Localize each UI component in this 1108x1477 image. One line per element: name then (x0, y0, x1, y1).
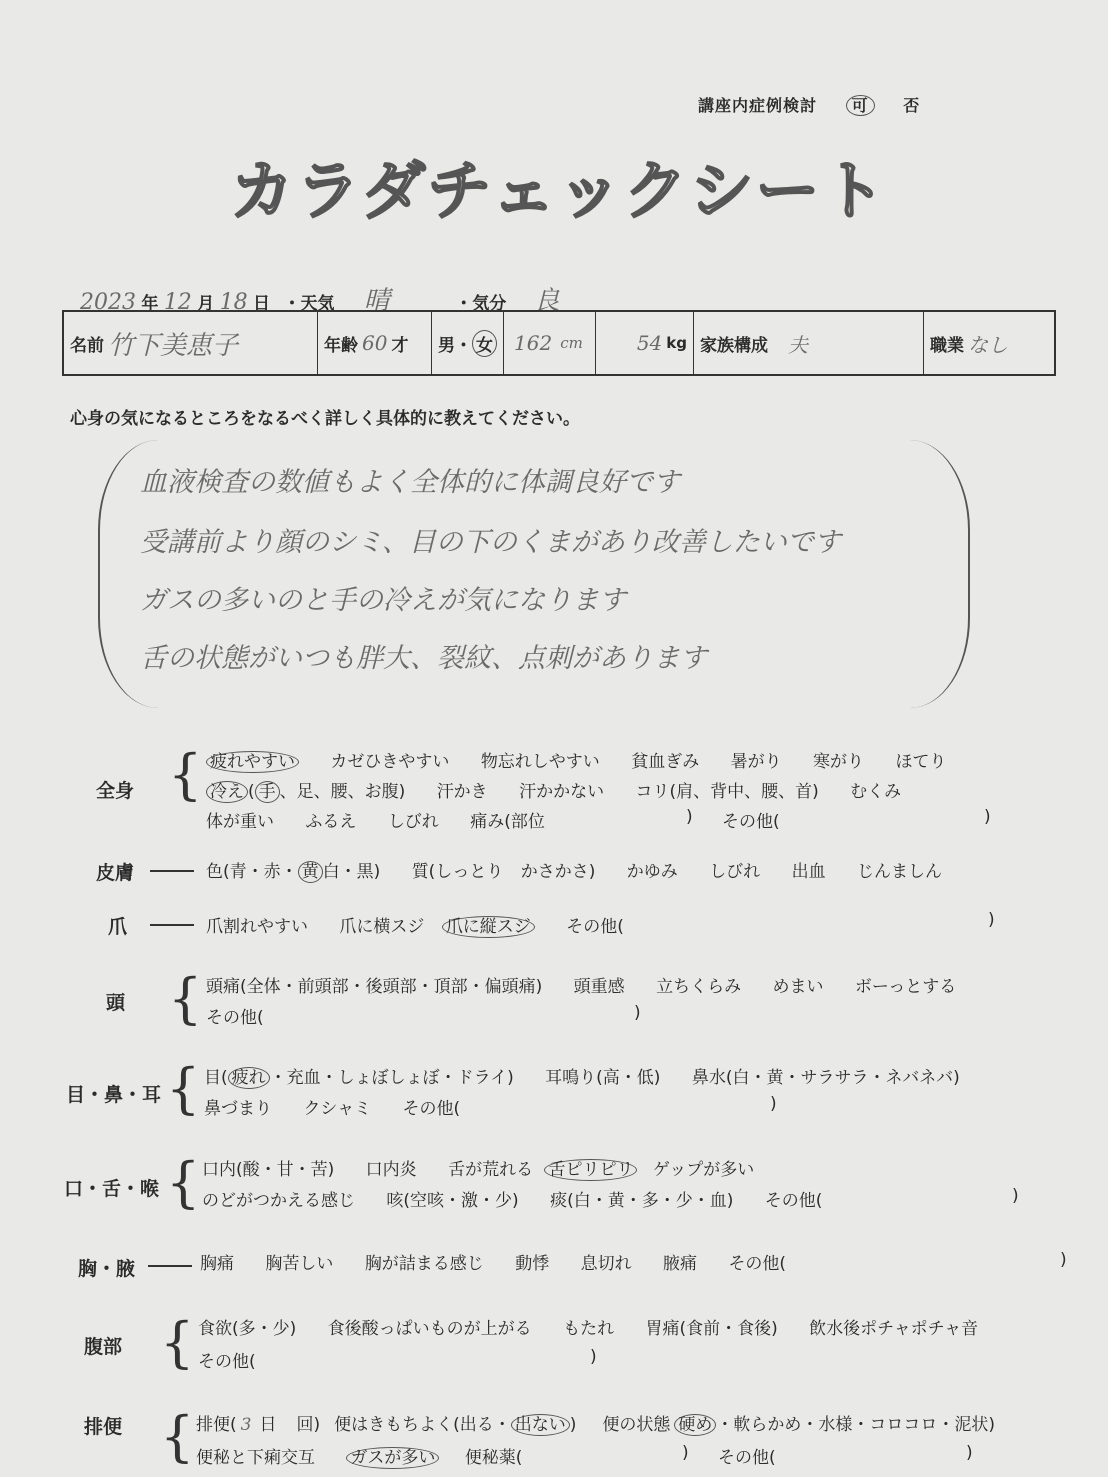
note-line-3: ガスの多いのと手の冷えが気になります (140, 585, 626, 616)
haiben-days-value: 3 (240, 1415, 252, 1435)
atama-item: ボーっとする (854, 977, 957, 997)
atama-item: 立ちくらみ (656, 977, 742, 997)
fukubu-other: その他( (198, 1352, 256, 1372)
fukubu-item: 飲水後ポチャポチャ音 (809, 1319, 979, 1339)
job-value: なし (968, 332, 1008, 357)
tsume-row (206, 912, 650, 937)
date-month-unit: 月 (197, 294, 215, 314)
zenshin-item: 汗かき (436, 782, 488, 802)
page-title: カラダチェックシート (230, 155, 888, 229)
tsume-item: 爪割れやすい (206, 917, 308, 937)
hifu-row (206, 857, 968, 882)
tsume-other: その他( (566, 917, 624, 937)
atama-row-2 (206, 1003, 290, 1028)
zenshin-item: 体が重い (206, 812, 274, 832)
hifu-item: かゆみ (626, 862, 678, 882)
zenshin-row-1 (206, 747, 972, 772)
paren-close: ) (770, 1094, 777, 1114)
date-year-unit: 年 (141, 294, 159, 314)
zenshin-item: 疲れやすい (206, 751, 299, 773)
paren-close: ) (634, 1003, 641, 1023)
haiben-item: 出ない (511, 1414, 570, 1436)
section-label-mune: 胸・腋 (78, 1258, 136, 1280)
mune-item: 胸痛 (200, 1254, 234, 1274)
haiben-item: 便秘薬( (464, 1448, 523, 1468)
brace: { (168, 967, 203, 1030)
job-label: 職業 (930, 335, 964, 356)
date-month: 12 (163, 290, 192, 315)
mune-item: 腋痛 (663, 1254, 698, 1274)
hifu-item: しびれ (709, 862, 761, 882)
mehanamimi-other: その他( (402, 1099, 461, 1119)
haiben-other: その他( (718, 1448, 776, 1468)
paren-close: ) (984, 807, 991, 827)
zenshin-item: 暑がり (730, 752, 782, 772)
dash (150, 924, 194, 926)
haiben-item: 硬め (674, 1414, 716, 1436)
atama-other: その他( (206, 1008, 264, 1028)
fukubu-item: 食欲(多・少) (198, 1319, 297, 1339)
mehanamimi-item: 疲れ (228, 1067, 270, 1089)
note-line-4: 舌の状態がいつも胖大、裂紋、点刺があります (140, 643, 707, 674)
haiben-item: 便はきもちよく(出る・ (334, 1415, 511, 1435)
paren-close: ) (590, 1347, 597, 1367)
date-day: 18 (219, 290, 248, 315)
height-value: 162 (514, 331, 553, 355)
zenshin-item: ( (248, 782, 255, 802)
kuchi-row-1 (202, 1155, 780, 1180)
mehanamimi-row-1 (204, 1063, 986, 1088)
height-cell (504, 312, 596, 374)
section-label-atama: 頭 (106, 992, 126, 1014)
family-cell (694, 312, 924, 374)
date-day-unit: 日 (253, 294, 271, 314)
zenshin-item: カゼひきやすい (330, 752, 450, 772)
haiben-item: ・軟らかめ・水様・コロコロ・泥状) (716, 1415, 996, 1435)
weather-label: ・天気 (283, 294, 335, 314)
age-cell (318, 312, 432, 374)
brace: { (160, 1311, 195, 1374)
note-line-2: 受講前より顔のシミ、目の下のくまがあり改善したいです (140, 527, 841, 558)
haiben-item: ガスが多い (346, 1447, 439, 1469)
sex-male: 男 (438, 335, 455, 356)
weight-cell (596, 312, 694, 374)
fukubu-item: 胃痛(食前・食後) (645, 1319, 778, 1339)
atama-item: 頭重感 (573, 977, 625, 997)
zenshin-item: コリ(肩、背中、腰、首) (635, 782, 819, 802)
job-cell (924, 312, 1054, 374)
mood-value: 良 (533, 286, 560, 316)
review-label: 講座内症例検討 (698, 96, 818, 115)
zenshin-other: その他( (722, 812, 780, 832)
brace: { (168, 743, 203, 806)
dash (148, 1265, 192, 1267)
weight-value: 54 (636, 331, 663, 355)
zenshin-item: 痛み(部位 (470, 812, 545, 832)
section-label-hifu: 皮膚 (96, 862, 135, 884)
haiben-row-2 (196, 1443, 548, 1468)
paren-close: ) (686, 807, 693, 827)
paren-close: ) (682, 1443, 689, 1463)
zenshin-item: 物忘れしやすい (480, 752, 600, 772)
zenshin-item: 寒がり (813, 752, 865, 772)
name-value: 竹下美恵子 (108, 330, 239, 361)
zenshin-item: 冷え (206, 781, 248, 803)
fukubu-item: もたれ (563, 1319, 615, 1339)
fukubu-row-1 (198, 1314, 1004, 1339)
mehanamimi-item: 鼻水(白・黄・サラサラ・ネバネバ) (691, 1068, 960, 1088)
mood-label: ・気分 (455, 294, 507, 314)
mehanamimi-row-2 (204, 1094, 486, 1119)
paren-close: ) (1012, 1186, 1019, 1206)
kuchi-item: 舌ピリピリ (544, 1159, 637, 1181)
review-no: 否 (903, 96, 921, 115)
fukubu-item: 食後酸っぱいものが上がる (327, 1319, 532, 1339)
age-value: 60 (362, 331, 388, 355)
atama-item: めまい (772, 977, 824, 997)
hifu-item: かさかさ) (520, 862, 596, 882)
section-label-kuchi: 口・舌・喉 (64, 1178, 160, 1200)
brace: { (166, 1057, 201, 1120)
zenshin-item: むくみ (850, 782, 902, 802)
haiben-item: ) (569, 1415, 577, 1435)
info-table (62, 310, 1056, 376)
age-unit: 才 (391, 335, 409, 356)
section-label-fukubu: 腹部 (84, 1336, 123, 1358)
review-header (698, 93, 920, 116)
hifu-item: 質(しっとり (411, 862, 504, 882)
weight-unit: kg (666, 334, 687, 352)
hifu-item: じんましん (857, 862, 942, 882)
paren-close: ) (966, 1443, 973, 1463)
sex-cell (432, 312, 504, 374)
review-yes: 可 (846, 95, 875, 116)
paren-close: ) (1060, 1250, 1067, 1270)
haiben-item: 日 (259, 1415, 277, 1435)
hifu-item: 色(青・赤・ (206, 862, 298, 882)
zenshin-item: 手 (255, 781, 280, 803)
kuchi-item: 舌が荒れる (448, 1160, 534, 1180)
name-cell (64, 312, 318, 374)
kuchi-item: 痰(白・黄・多・少・血) (550, 1191, 734, 1211)
haiben-item: 便の状態 (602, 1415, 671, 1435)
haiben-row-1 (196, 1410, 1021, 1435)
height-unit: cm (560, 334, 583, 352)
mehanamimi-item: 耳鳴り(高・低) (545, 1068, 661, 1088)
paren-close: ) (988, 910, 995, 930)
atama-row-1 (206, 972, 982, 997)
mehanamimi-item: クシャミ (303, 1099, 372, 1119)
sex-female: 女 (472, 330, 497, 357)
mune-row (200, 1249, 812, 1274)
kuchi-item: ゲップが多い (652, 1160, 755, 1180)
fukubu-row-2 (198, 1347, 282, 1372)
zenshin-item: ふるえ (305, 812, 357, 832)
date-year: 2023 (80, 290, 136, 315)
mehanamimi-item: 鼻づまり (204, 1099, 272, 1119)
age-label: 年齢 (324, 335, 358, 356)
kuchi-other: その他( (764, 1191, 823, 1211)
mune-other: その他( (728, 1254, 787, 1274)
zenshin-item: ほてり (895, 752, 947, 772)
zenshin-item: 汗かかない (519, 782, 605, 802)
haiben-item: 便秘と下痢交互 (196, 1448, 315, 1468)
mehanamimi-item: ・充血・しょぼしょぼ・ドライ) (269, 1068, 514, 1088)
zenshin-item: 、足、腰、お腹) (279, 782, 406, 802)
mehanamimi-item: 目( (204, 1068, 228, 1088)
brace: { (166, 1151, 201, 1214)
zenshin-row-3 (206, 807, 571, 832)
hifu-item: 出血 (791, 862, 826, 882)
hifu-item: 白・黒) (322, 862, 381, 882)
family-label: 家族構成 (700, 335, 768, 356)
atama-item: 頭痛(全体・前頭部・後頭部・頂部・偏頭痛) (206, 977, 543, 997)
sex-separator: ・ (455, 335, 472, 356)
mune-item: 胸苦しい (265, 1254, 334, 1274)
section-label-haiben: 排便 (84, 1416, 123, 1438)
kuchi-item: 口内(酸・甘・苦) (202, 1160, 335, 1180)
section-label-tsume: 爪 (108, 916, 128, 938)
mune-item: 動悸 (515, 1254, 550, 1274)
haiben-item: 回) (296, 1415, 321, 1435)
zenshin-item: しびれ (387, 812, 439, 832)
section-label-mehanamimi: 目・鼻・耳 (66, 1084, 162, 1106)
dash (150, 870, 194, 872)
mune-item: 胸が詰まる感じ (364, 1254, 484, 1274)
tsume-item: 爪に縦スジ (442, 916, 535, 938)
instruction-text: 心身の気になるところをなるべく詳しく具体的に教えてください。 (70, 409, 580, 429)
section-label-zenshin: 全身 (96, 780, 135, 802)
note-line-1: 血液検査の数値もよく全体的に体調良好です (140, 467, 680, 498)
brace: { (160, 1405, 195, 1468)
kuchi-item: 口内炎 (365, 1160, 417, 1180)
hifu-item: 黄 (298, 861, 323, 883)
weather-value: 晴 (363, 286, 390, 316)
kuchi-item: のどがつかえる感じ (202, 1191, 355, 1211)
tsume-item: 爪に横スジ (339, 917, 425, 937)
mune-item: 息切れ (580, 1254, 632, 1274)
family-value: 夫 (788, 332, 808, 357)
zenshin-row-2 (206, 777, 927, 802)
kuchi-row-2 (202, 1186, 848, 1211)
haiben-item: 排便( (196, 1415, 237, 1435)
zenshin-item: 貧血ぎみ (631, 752, 700, 772)
name-label: 名前 (70, 335, 104, 356)
kuchi-item: 咳(空咳・激・少) (386, 1191, 519, 1211)
